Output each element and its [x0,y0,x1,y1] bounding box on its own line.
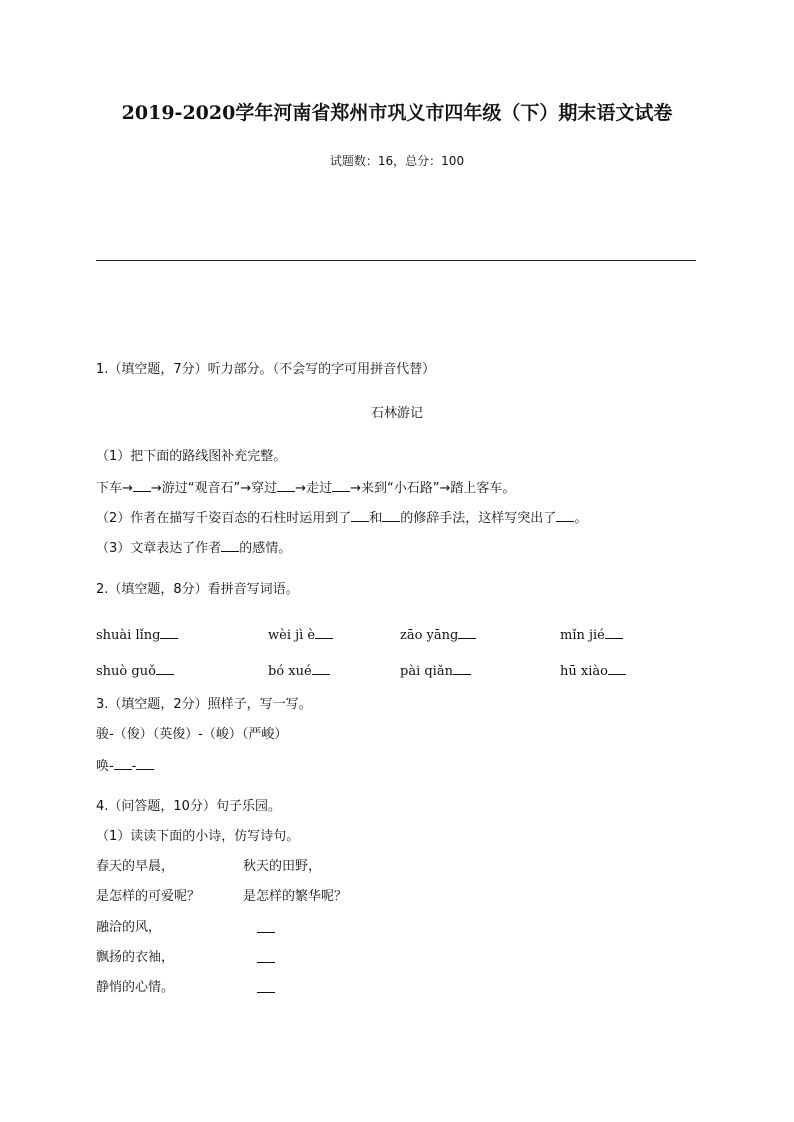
poem-left-line: 飘扬的衣袖， [96,950,175,965]
q3-blank-1[interactable] [114,757,132,770]
poem-right-line: 是怎样的繁华呢？ [243,889,348,904]
poem-left-line: 融洽的风， [96,920,162,935]
pinyin-item [560,626,623,644]
pinyin-blank[interactable] [453,662,471,675]
q3-blank-2[interactable] [136,757,154,770]
poem-answer-blank[interactable] [257,980,275,993]
q1-sub2-a: （2）作者在描写千姿百态的石柱时运用到了 [96,511,352,526]
q1-blank-6[interactable] [556,509,574,522]
pinyin-blank[interactable] [160,626,178,639]
q1-sub3-line [96,539,291,557]
pinyin-item [268,626,333,644]
poem-answer-blank[interactable] [257,950,275,963]
pinyin-item [96,662,174,680]
poem-answer-blank[interactable] [257,920,275,933]
q4-sub1: （1）读读下面的小诗，仿写诗句。 [96,829,300,844]
poem-right-line: 秋天的田野， [243,859,322,874]
pinyin-item [560,662,626,680]
q1-sub1: （1）把下面的路线图补充完整。 [96,449,287,464]
q1-sub2-c: 的修辞手法，这样写突出了 [400,511,557,526]
q1-blank-5[interactable] [382,509,400,522]
q2-heading: 2.（填空题，8分）看拼音写词语。 [96,582,299,597]
header-divider [96,260,696,261]
q3-heading: 3.（填空题，2分）照样子，写一写。 [96,697,312,712]
pinyin-item [96,626,178,644]
q1-route-b: →游过“观音石”→穿过 [150,481,278,496]
pinyin-text: wèi jì è [268,628,316,643]
pinyin-blank[interactable] [458,626,476,639]
pinyin-blank[interactable] [605,626,623,639]
q3-task-line [96,757,154,775]
q1-route-line [96,479,515,497]
q1-sub2-b: 和 [369,511,383,526]
q1-heading: 1.（填空题，7分）听力部分。（不会写的字可用拼音代替） [96,362,436,377]
q4-heading: 4.（问答题，10分）句子乐园。 [96,799,281,814]
poem-answer-blank-line [257,920,275,938]
q1-blank-7[interactable] [221,539,239,552]
pinyin-item [400,626,476,644]
q1-sub2-line [96,509,587,527]
poem-left-line: 是怎样的可爱呢？ [96,889,201,904]
pinyin-text: mǐn jié [560,628,605,643]
poem-left-line: 静悄的心情。 [96,980,175,995]
pinyin-blank[interactable] [156,662,174,675]
q1-route-a: 下车→ [96,481,133,496]
pinyin-text: shuài lǐng [96,628,161,643]
q1-route-c: →走过 [295,481,333,496]
exam-subtitle: 试题数：16，总分：100 [329,154,465,168]
q3-example: 骏-（俊）（英俊）-（峻）（严峻） [96,727,288,742]
pinyin-blank[interactable] [312,662,330,675]
q1-route-d: →来到“小石路”→踏上客车。 [350,481,516,496]
q1-blank-2[interactable] [277,479,295,492]
pinyin-blank[interactable] [315,626,333,639]
poem-left-line: 春天的早晨， [96,859,175,874]
pinyin-text: zāo yāng [400,628,459,643]
poem-answer-blank-line [257,980,275,998]
pinyin-text: bó xué [268,664,312,679]
q1-sub2-d: 。 [574,511,588,526]
exam-title: 2019-2020学年河南省郑州市巩义市四年级（下）期末语文试卷 [121,102,673,124]
q3-dash: - [131,759,137,774]
q3-task: 唤- [96,759,114,774]
q1-blank-1[interactable] [133,479,151,492]
q1-sub3-b: 的感情。 [239,541,292,556]
q1-passage-title: 石林游记 [370,406,423,421]
pinyin-text: pài qiǎn [400,664,453,679]
pinyin-blank[interactable] [608,662,626,675]
pinyin-text: shuò guǒ [96,664,156,679]
q1-blank-3[interactable] [332,479,350,492]
pinyin-item [400,662,471,680]
poem-answer-blank-line [257,950,275,968]
q1-blank-4[interactable] [351,509,369,522]
pinyin-text: hū xiào [560,664,608,679]
q1-sub3-a: （3）文章表达了作者 [96,541,222,556]
pinyin-item [268,662,330,680]
